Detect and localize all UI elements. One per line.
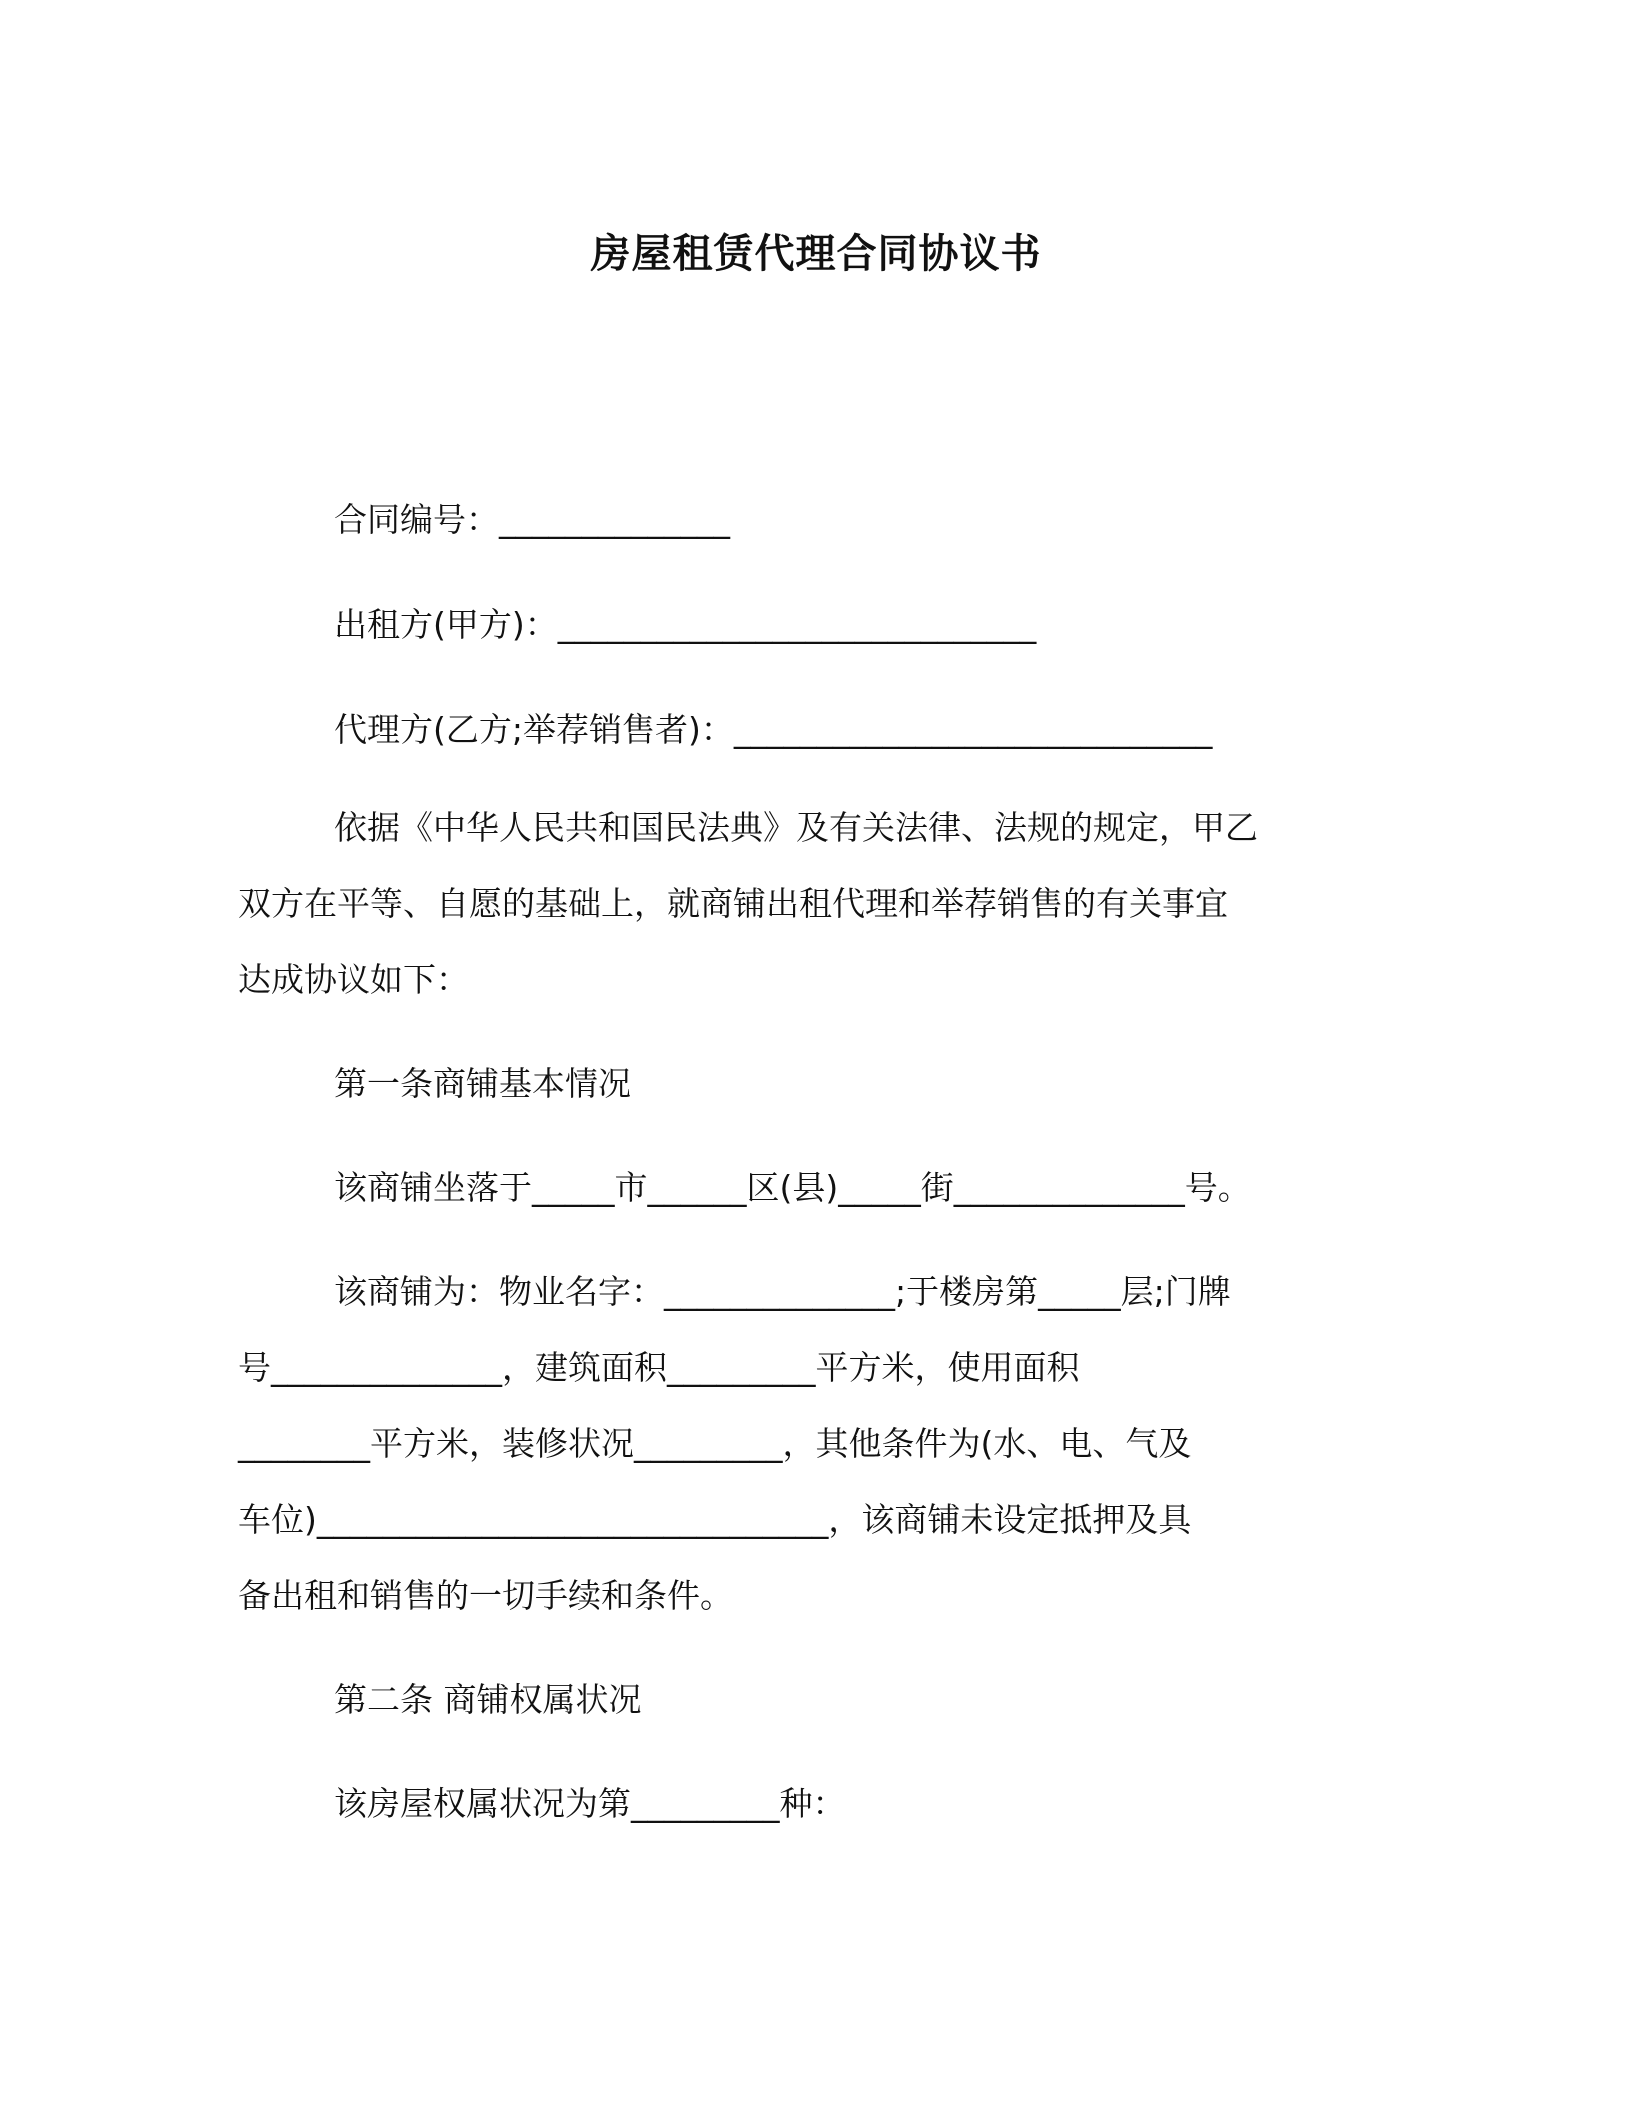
article-2-heading: 第二条 商铺权属状况 bbox=[334, 1680, 642, 1719]
shop-details-line-5: 备出租和销售的一切手续和条件。 bbox=[238, 1576, 733, 1615]
ownership-status-line: 该房屋权属状况为第_________种： bbox=[334, 1784, 846, 1823]
document-title: 房屋租赁代理合同协议书 bbox=[590, 231, 1042, 277]
shop-details-line-2: 号______________，建筑面积_________平方米，使用面积 bbox=[238, 1348, 1080, 1387]
contract-number-line: 合同编号：______________ bbox=[334, 500, 730, 539]
preamble-line-1: 依据《中华人民共和国民法典》及有关法律、法规的规定，甲乙 bbox=[334, 808, 1258, 847]
article-1-heading: 第一条商铺基本情况 bbox=[334, 1064, 631, 1103]
shop-location-line: 该商铺坐落于_____市______区(县)_____街______________号。 bbox=[334, 1168, 1251, 1207]
preamble-line-2: 双方在平等、自愿的基础上，就商铺出租代理和举荐销售的有关事宜 bbox=[238, 884, 1228, 923]
lessor-line: 出租方(甲方)：_____________________________ bbox=[334, 605, 1037, 644]
shop-details-line-4: 车位)_______________________________，该商铺未设定抵押及具 bbox=[238, 1500, 1192, 1539]
preamble-line-3: 达成协议如下： bbox=[238, 960, 469, 999]
shop-details-line-1: 该商铺为：物业名字：______________;于楼房第_____层;门牌 bbox=[334, 1272, 1231, 1311]
agent-line: 代理方(乙方;举荐销售者)：_____________________________ bbox=[334, 710, 1213, 749]
shop-details-line-3: ________平方米，装修状况_________，其他条件为(水、电、气及 bbox=[238, 1424, 1192, 1463]
